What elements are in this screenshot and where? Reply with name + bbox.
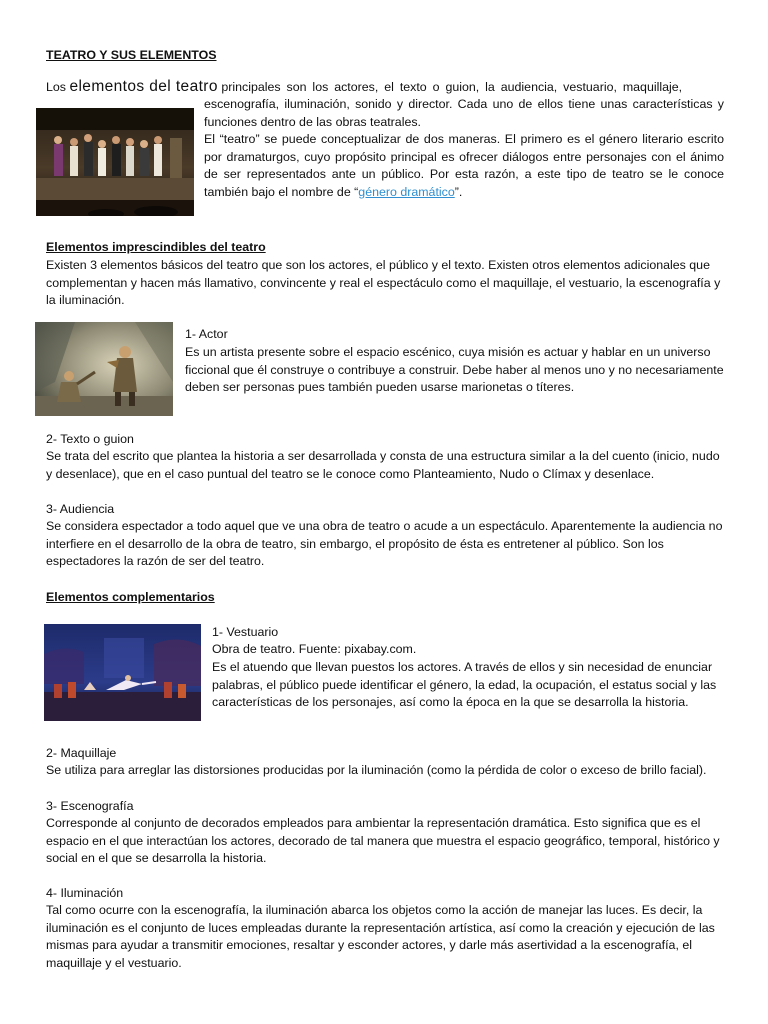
actor-performance-photo	[35, 322, 173, 416]
iluminacion-text: Tal como ocurre con la escenografía, la iluminación abarca los objetos como la acción de manejar las luces. Es decir, la iluminación es el conjunto de luces empleadas durante la representación artística, así como la creación y ejecución de las mismas para ayudar a transmitir emociones, resaltar y esconder actores, y darle más asertividad a la escenografía, el maquillaje y el vestuario.	[46, 903, 715, 970]
intro-los: Los	[46, 80, 66, 94]
escenografia-title: 3- Escenografía	[46, 799, 134, 813]
intro-p2-end: ”.	[454, 184, 463, 199]
actor-text: Es un artista presente sobre el espacio escénico, cuya misión es actuar y hablar en un universo ficcional que él construye o contribuye a construir. Debe haber al menos uno y no necesariamente deben ser personas pues también pueden usarse marionetas o títeres.	[185, 345, 724, 394]
section-heading-complementarios: Elementos complementarios	[46, 590, 215, 604]
vestuario-title: 1- Vestuario	[212, 625, 279, 639]
theater-stage-photo	[36, 108, 194, 216]
iluminacion-title: 4- Iluminación	[46, 886, 124, 900]
intro-first-line	[46, 78, 726, 97]
intro-line2: escenografía, iluminación, sonido y director. Cada uno de ellos tiene unas características y funciones dentro de las obras teatrales.	[204, 97, 724, 129]
vestuario-text: Es el atuendo que llevan puestos los actores. A través de ellos y sin necesidad de enunciar palabras, el público puede identificar el género, la edad, la ocupación, el estatus social y las características de los personajes, así como la época en la que se desarrolla la historia.	[212, 660, 717, 709]
audiencia-text: Se considera espectador a todo aquel que ve una obra de teatro o acude a un espectáculo. Aparentemente la audiencia no interfiere en el desarrollo de la obra de teatro, sin embargo, el propósito de ésta es entretener al público. Son los espectadores la razón de ser del teatro.	[46, 519, 723, 568]
maquillaje-title: 2- Maquillaje	[46, 746, 117, 760]
actor-title: 1- Actor	[185, 327, 228, 341]
escenografia-text: Corresponde al conjunto de decorados empleados para ambientar la representación dramática. Esto significa que es el espacio en el que interactúan los actores, decorado de tal manera que muestra el espacio geográfico, temporal, histórico y social en el que se desarrolla la historia.	[46, 816, 720, 865]
section-heading-imprescindibles: Elementos imprescindibles del teatro	[46, 240, 266, 254]
intro-p2-text: El “teatro” se puede conceptualizar de dos maneras. El primero es el género literario escrito por dramaturgos, cuyo propósito principal es ofrecer diálogos entre personajes con el ánimo de ser representados ante un público. Por esta razón, a este tipo de teatro se le conoce también bajo el nombre de “	[204, 132, 724, 199]
maquillaje-text: Se utiliza para arreglar las distorsiones producidas por la iluminación (como la pérdida de color o exceso de brillo facial).	[46, 763, 707, 777]
ballet-stage-photo	[44, 624, 201, 721]
texto-text: Se trata del escrito que plantea la historia a ser desarrollada y consta de una estructura similar a la del cuento (inicio, nudo y desenlace), que en el caso puntual del teatro se le conoce como Planteamiento, Nudo o Clímax y desenlace.	[46, 449, 720, 481]
vestuario-caption: Obra de teatro. Fuente: pixabay.com.	[212, 642, 417, 656]
page-title: TEATRO Y SUS ELEMENTOS	[46, 48, 217, 62]
texto-title: 2- Texto o guion	[46, 432, 134, 446]
audiencia-title: 3- Audiencia	[46, 502, 115, 516]
genero-dramatico-link[interactable]: género dramático	[358, 184, 455, 199]
section-imprescindibles-text: Existen 3 elementos básicos del teatro que son los actores, el público y el texto. Existen otros elementos adicionales que complementan y hacen más llamativo, convincente y real el espectáculo como el maquillaje, el vestuario, la escenografía y la iluminación.	[46, 258, 721, 307]
intro-paragraph2	[204, 131, 724, 201]
intro-line1-rest: principales son los actores, el texto o guion, la audiencia, vestuario, maquillaje,	[221, 80, 683, 94]
intro-highlight: elementos del teatro	[69, 78, 218, 95]
